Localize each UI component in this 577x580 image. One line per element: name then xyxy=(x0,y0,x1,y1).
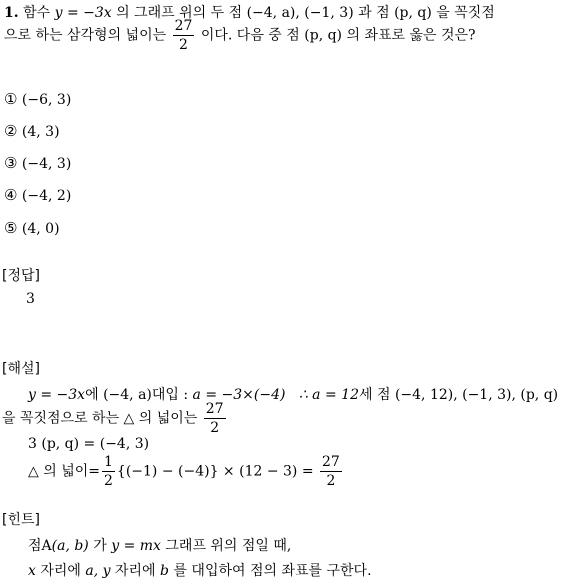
solution-point: (−4, a) xyxy=(103,387,152,403)
choice-text: (−4, 2) xyxy=(21,188,72,204)
solution-text: 을 꼭짓점으로 하는 △ 의 넓이는 xyxy=(2,410,198,427)
question-point-pq: (p, q) xyxy=(394,5,432,21)
hint-var: a, y xyxy=(85,563,111,579)
question-text: 을 꼭짓점 xyxy=(436,5,495,21)
fraction-denominator: 2 xyxy=(326,473,336,489)
solution-fraction xyxy=(204,402,226,435)
solution-fraction xyxy=(320,455,342,488)
question-text: 으로 하는 삼각형의 넓이는 xyxy=(4,27,167,44)
solution-text: △ 의 넓이= xyxy=(28,463,100,480)
question-text: 과 점 xyxy=(358,5,390,21)
choice-5[interactable] xyxy=(4,219,60,237)
question-number: 1. xyxy=(4,5,19,21)
choice-marker: ② xyxy=(4,122,18,140)
fraction-numerator: 27 xyxy=(322,454,340,470)
answer-heading: [정답] xyxy=(2,268,40,284)
solution-therefore: ∴ a = 12 xyxy=(298,387,359,403)
question-text: 의 그래프 위의 두 점 xyxy=(116,5,243,21)
hint-line-2 xyxy=(28,560,372,580)
question-line-2 xyxy=(4,19,476,52)
fraction-numerator: 27 xyxy=(205,401,224,417)
solution-line-4 xyxy=(28,455,344,488)
solution-text: 세 점 xyxy=(358,387,391,403)
choice-text: (−6, 3) xyxy=(21,92,72,108)
choice-marker: ① xyxy=(4,90,18,108)
choice-4[interactable] xyxy=(4,186,71,204)
answer-value: 3 xyxy=(26,291,35,307)
solution-fraction xyxy=(102,455,115,488)
choice-3[interactable] xyxy=(4,154,71,172)
question-fraction xyxy=(173,19,195,52)
choice-text: (4, 0) xyxy=(21,221,60,237)
choice-text: (4, 3) xyxy=(21,124,60,140)
hint-text: 자리에 xyxy=(115,563,156,579)
hint-line-1 xyxy=(28,535,291,555)
solution-text: 대입 : xyxy=(151,387,189,403)
hint-equation: y = mx xyxy=(111,538,161,554)
solution-calc: a = −3×(−4) xyxy=(192,387,286,403)
choice-1[interactable] xyxy=(4,90,71,108)
hint-text: 자리에 xyxy=(40,563,81,579)
question-points: (−4, a), (−1, 3) xyxy=(246,5,354,21)
solution-heading: [해설] xyxy=(2,361,40,377)
fraction-denominator: 2 xyxy=(210,420,220,436)
fraction-denominator: 2 xyxy=(179,37,188,53)
fraction-denominator: 2 xyxy=(103,473,113,489)
solution-text: {(−1) − (−4)} × (12 − 3) = xyxy=(116,463,314,480)
solution-line-2 xyxy=(2,402,228,435)
solution-line-1 xyxy=(28,384,558,404)
hint-text: 를 대입하여 점의 좌표를 구한다. xyxy=(173,563,372,579)
hint-text: 가 xyxy=(93,538,107,554)
question-text: 함수 xyxy=(23,5,51,21)
question-text: 이다. 다음 중 점 xyxy=(200,27,300,44)
question-equation: y = −3x xyxy=(54,5,112,21)
choice-marker: ⑤ xyxy=(4,219,18,237)
solution-line-3: 3 (p, q) = (−4, 3) xyxy=(28,436,150,452)
solution-text: 에 xyxy=(85,387,99,403)
solution-equation: y = −3x xyxy=(28,387,86,403)
choice-text: (−4, 3) xyxy=(21,156,72,172)
hint-var: x xyxy=(28,563,36,579)
hint-var: b xyxy=(160,563,169,579)
choice-marker: ④ xyxy=(4,186,18,204)
solution-points: (−4, 12), (−1, 3), (p, q) xyxy=(394,387,559,403)
hint-heading: [힌트] xyxy=(2,512,40,528)
fraction-numerator: 1 xyxy=(103,454,113,470)
fraction-numerator: 27 xyxy=(174,18,193,34)
question-text: 의 좌표로 옳은 것은? xyxy=(346,27,476,44)
hint-point: (a, b) xyxy=(51,538,89,554)
choice-marker: ③ xyxy=(4,154,18,172)
hint-text: 그래프 위의 점일 때, xyxy=(165,538,292,554)
question-point-pq: (p, q) xyxy=(304,27,343,44)
hint-text: 점A xyxy=(28,538,52,554)
choice-2[interactable] xyxy=(4,122,60,140)
